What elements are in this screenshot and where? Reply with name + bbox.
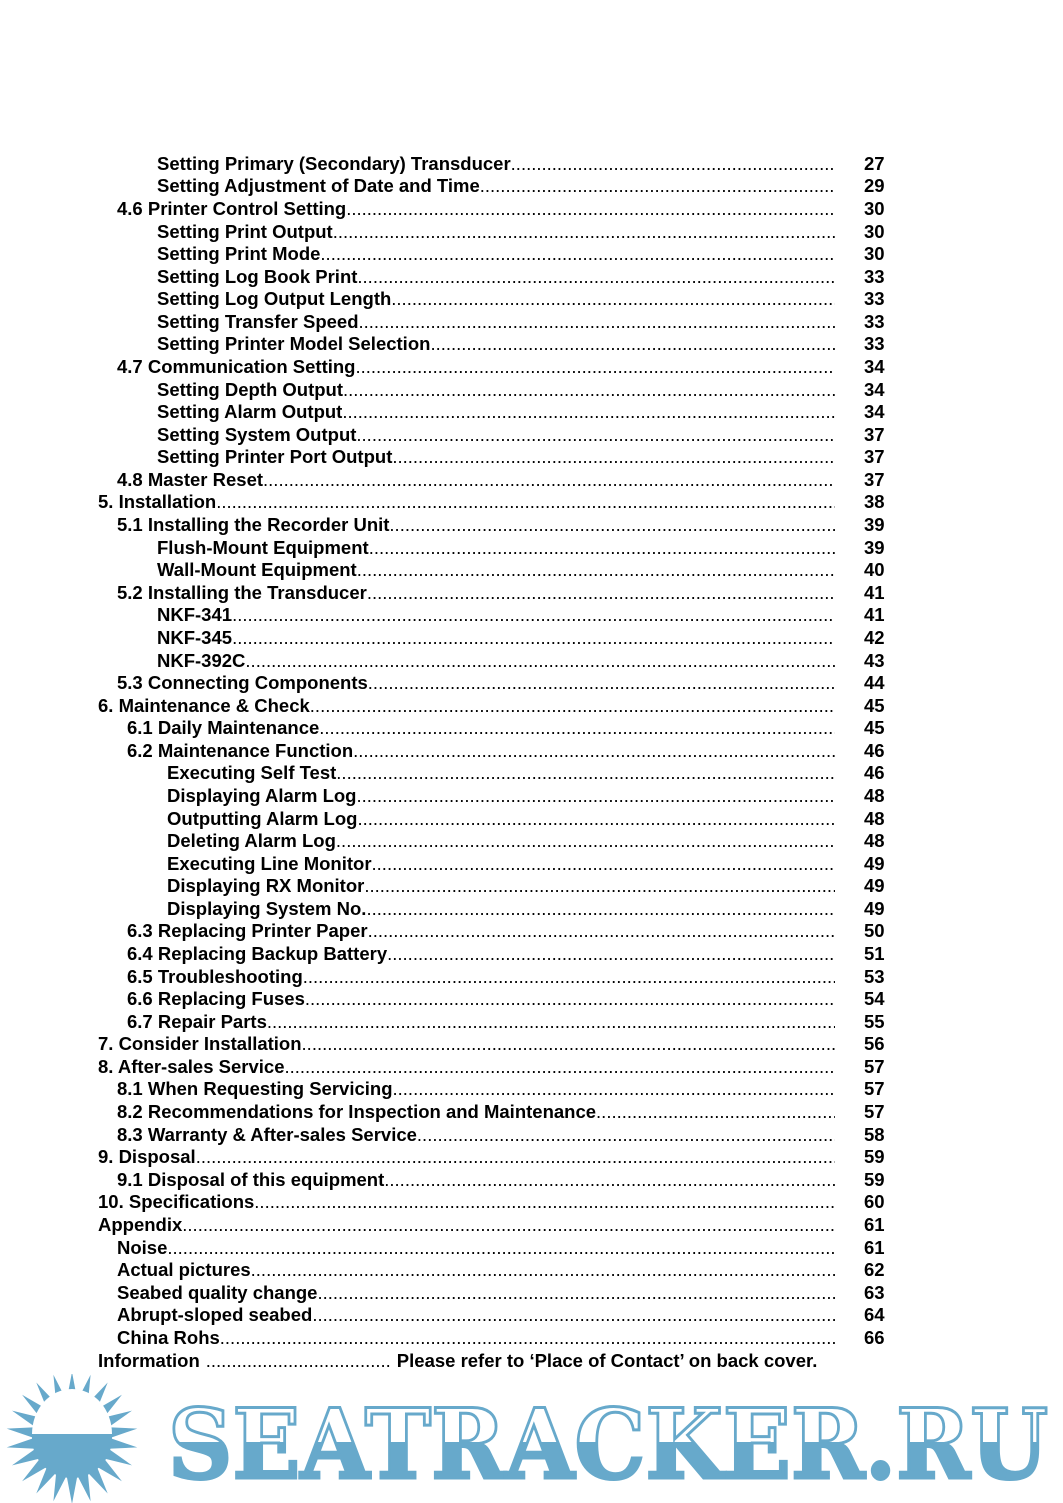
toc-entry	[0, 829, 1063, 852]
dot-leader	[310, 695, 835, 716]
toc-entry-title: NKF-341	[157, 604, 233, 626]
toc-entry	[0, 1145, 1063, 1168]
toc-entry-title: 6.7 Repair Parts	[127, 1010, 267, 1032]
toc-entry	[0, 333, 1063, 356]
dot-leader	[511, 153, 835, 174]
toc-entry-title: Appendix	[98, 1213, 183, 1235]
dot-leader	[254, 1191, 835, 1212]
dot-leader	[430, 333, 835, 354]
dot-leader	[232, 604, 835, 625]
toc-entry-title: 6.1 Daily Maintenance	[127, 717, 320, 739]
dot-leader	[392, 446, 835, 467]
toc-entry-page: 33	[864, 310, 885, 332]
toc-entry-page: 61	[864, 1213, 885, 1235]
toc-entry-title: Displaying Alarm Log	[167, 784, 357, 806]
toc-entry	[0, 1168, 1063, 1191]
toc-entry-page: 30	[864, 197, 885, 219]
toc-entry-page: 48	[864, 830, 885, 852]
toc-entry-title: Setting Transfer Speed	[157, 310, 359, 332]
dot-leader	[302, 1033, 835, 1054]
toc-entry-page: 60	[864, 1191, 885, 1213]
toc-entry	[0, 581, 1063, 604]
dot-leader	[216, 491, 835, 512]
dot-leader	[343, 379, 835, 400]
dot-leader	[182, 1214, 835, 1235]
toc-entry	[0, 400, 1063, 423]
toc-entry-page: 34	[864, 378, 885, 400]
toc-entry-page: 29	[864, 175, 885, 197]
toc-entry-page: 64	[864, 1304, 885, 1326]
sun-icon	[7, 1374, 138, 1503]
toc-entry-title: 5. Installation	[98, 491, 217, 513]
dot-leader	[372, 853, 835, 874]
toc-entry-page: 42	[864, 626, 885, 648]
dot-leader	[356, 424, 835, 445]
information-note: Please refer to ‘Place of Contact’ on back cover.	[396, 1350, 818, 1371]
toc-entry-title: Noise	[117, 1236, 168, 1258]
toc-entry-page: 30	[864, 243, 885, 265]
toc-entry-title: 6.3 Replacing Printer Paper	[127, 920, 368, 942]
dot-leader	[336, 830, 835, 851]
dot-leader	[312, 1304, 835, 1325]
dot-leader	[355, 356, 835, 377]
information-title: Information	[98, 1350, 200, 1371]
toc-entry-page: 33	[864, 265, 885, 287]
dot-leader	[391, 288, 835, 309]
toc-entry-page: 46	[864, 762, 885, 784]
dot-leader	[303, 966, 835, 987]
dot-leader	[366, 898, 835, 919]
toc-entry	[0, 626, 1063, 649]
toc-entry	[0, 987, 1063, 1010]
watermark-text: SEATRACKER.RU	[168, 1388, 1048, 1501]
dot-leader	[596, 1101, 835, 1122]
toc-entry-title: Setting Log Book Print	[157, 265, 358, 287]
dot-leader	[393, 1078, 835, 1099]
toc-entry-title: 7. Consider Installation	[98, 1033, 302, 1055]
toc-entry	[0, 897, 1063, 920]
dot-leader	[368, 920, 835, 941]
dot-leader	[336, 762, 835, 783]
dot-leader	[389, 514, 835, 535]
dot-leader	[263, 469, 835, 490]
toc-entry-title: Setting Depth Output	[157, 378, 343, 400]
dot-leader	[369, 537, 835, 558]
watermark-logo	[0, 1374, 1063, 1503]
dot-leader	[333, 221, 835, 242]
toc-entry-title: 5.1 Installing the Recorder Unit	[117, 514, 390, 536]
toc-entry-title: 4.6 Printer Control Setting	[117, 197, 347, 219]
toc-entry-title: Setting Print Mode	[157, 243, 321, 265]
toc-entry	[0, 716, 1063, 739]
toc-entry	[0, 536, 1063, 559]
dot-leader	[167, 1237, 835, 1258]
toc-entry	[0, 1258, 1063, 1281]
toc-entry	[0, 649, 1063, 672]
toc-entry-page: 37	[864, 468, 885, 490]
toc-entry	[0, 807, 1063, 830]
toc-entry	[0, 852, 1063, 875]
dot-leader	[267, 1011, 835, 1032]
toc-entry-page: 57	[864, 1055, 885, 1077]
toc-entry	[0, 1078, 1063, 1101]
toc-entry	[0, 1191, 1063, 1214]
dot-leader	[367, 582, 835, 603]
toc-entry-page: 43	[864, 649, 885, 671]
dot-leader	[346, 198, 835, 219]
toc-entry-title: 8. After-sales Service	[98, 1055, 285, 1077]
dot-leader	[387, 943, 835, 964]
toc-entry-title: Setting Alarm Output	[157, 401, 343, 423]
toc-entry	[0, 355, 1063, 378]
toc-entry-page: 63	[864, 1281, 885, 1303]
toc-entry	[0, 942, 1063, 965]
dot-leader	[317, 1282, 835, 1303]
toc-entry-page: 27	[864, 152, 885, 174]
toc-entry-title: Setting System Output	[157, 423, 357, 445]
toc-entry	[0, 197, 1063, 220]
toc-entry	[0, 1303, 1063, 1326]
toc-entry-title: 4.8 Master Reset	[117, 468, 264, 490]
information-entry	[98, 1350, 817, 1371]
toc-entry-title: Setting Printer Model Selection	[157, 333, 431, 355]
toc-entry-title: 8.1 When Requesting Servicing	[117, 1078, 393, 1100]
toc-entry-page: 33	[864, 333, 885, 355]
toc-entry	[0, 468, 1063, 491]
dot-leader	[320, 243, 835, 264]
toc-entry-title: 8.2 Recommendations for Inspection and Maintenance	[117, 1101, 597, 1123]
toc-entry-title: NKF-392C	[157, 649, 246, 671]
dot-leader	[357, 808, 835, 829]
toc-entry-page: 44	[864, 672, 885, 694]
toc-entry-page: 57	[864, 1078, 885, 1100]
toc-entry-title: 6. Maintenance & Check	[98, 694, 310, 716]
toc-entry-page: 61	[864, 1236, 885, 1258]
table-of-contents	[0, 152, 1063, 1349]
toc-entry	[0, 378, 1063, 401]
toc-entry-title: Abrupt-sloped seabed	[117, 1304, 313, 1326]
toc-entry	[0, 965, 1063, 988]
dot-leader	[359, 311, 836, 332]
toc-entry-title: Setting Log Output Length	[157, 288, 392, 310]
toc-entry-page: 54	[864, 988, 885, 1010]
toc-entry-title: NKF-345	[157, 626, 233, 648]
toc-entry-title: 6.4 Replacing Backup Battery	[127, 943, 388, 965]
toc-entry-page: 59	[864, 1146, 885, 1168]
toc-entry-page: 49	[864, 875, 885, 897]
dot-leader	[284, 1056, 835, 1077]
dot-leader	[342, 401, 835, 422]
toc-entry-title: Executing Line Monitor	[167, 852, 372, 874]
toc-entry-title: Setting Primary (Secondary) Transducer	[157, 152, 511, 174]
toc-entry	[0, 1055, 1063, 1078]
toc-entry	[0, 1033, 1063, 1056]
toc-entry-title: Outputting Alarm Log	[167, 807, 358, 829]
toc-entry-title: 6.5 Troubleshooting	[127, 965, 303, 987]
toc-entry-page: 40	[864, 559, 885, 581]
toc-entry-title: Displaying System No.	[167, 897, 367, 919]
toc-entry-page: 37	[864, 446, 885, 468]
dot-leader	[356, 785, 835, 806]
toc-entry-page: 33	[864, 288, 885, 310]
dot-leader	[220, 1327, 835, 1348]
toc-entry-title: 5.3 Connecting Components	[117, 672, 368, 694]
dot-leader	[357, 559, 835, 580]
dot-leader	[232, 627, 835, 648]
dot-leader	[364, 875, 835, 896]
toc-entry	[0, 310, 1063, 333]
toc-entry-title: Seabed quality change	[117, 1281, 318, 1303]
toc-entry	[0, 784, 1063, 807]
toc-entry-title: 9.1 Disposal of this equipment	[117, 1168, 385, 1190]
toc-entry	[0, 423, 1063, 446]
toc-entry	[0, 1100, 1063, 1123]
toc-entry-title: 6.2 Maintenance Function	[127, 739, 354, 761]
toc-entry-title: Flush-Mount Equipment	[157, 536, 369, 558]
toc-entry	[0, 265, 1063, 288]
toc-entry-title: Displaying RX Monitor	[167, 875, 365, 897]
dot-leader	[245, 650, 835, 671]
toc-entry-page: 48	[864, 807, 885, 829]
toc-entry-title: 5.2 Installing the Transducer	[117, 581, 367, 603]
toc-entry-page: 50	[864, 920, 885, 942]
toc-entry	[0, 1281, 1063, 1304]
toc-entry-title: Setting Adjustment of Date and Time	[157, 175, 480, 197]
dot-leader	[357, 266, 835, 287]
toc-entry-title: Deleting Alarm Log	[167, 830, 336, 852]
toc-entry-page: 45	[864, 717, 885, 739]
toc-entry-title: 10. Specifications	[98, 1191, 255, 1213]
toc-entry-page: 66	[864, 1326, 885, 1348]
toc-entry-page: 34	[864, 355, 885, 377]
dot-leader	[319, 717, 835, 738]
toc-entry	[0, 558, 1063, 581]
toc-entry-page: 46	[864, 739, 885, 761]
toc-entry-page: 53	[864, 965, 885, 987]
toc-entry-page: 51	[864, 943, 885, 965]
toc-entry-page: 55	[864, 1010, 885, 1032]
dot-leader	[353, 740, 835, 761]
toc-entry-title: 8.3 Warranty & After-sales Service	[117, 1123, 417, 1145]
toc-entry	[0, 1326, 1063, 1349]
dot-leader	[417, 1124, 835, 1145]
toc-entry	[0, 446, 1063, 469]
toc-entry-title: Setting Print Output	[157, 220, 333, 242]
toc-entry	[0, 287, 1063, 310]
toc-entry-title: Executing Self Test	[167, 762, 337, 784]
dot-leader	[368, 672, 835, 693]
toc-entry-title: Wall-Mount Equipment	[157, 559, 357, 581]
toc-entry	[0, 1123, 1063, 1146]
dot-leader: ....................................	[205, 1350, 391, 1371]
toc-entry	[0, 671, 1063, 694]
toc-entry-page: 37	[864, 423, 885, 445]
dot-leader	[480, 175, 835, 196]
toc-entry-page: 58	[864, 1123, 885, 1145]
toc-entry-page: 34	[864, 401, 885, 423]
toc-entry-title: China Rohs	[117, 1326, 220, 1348]
toc-entry-page: 45	[864, 694, 885, 716]
toc-entry	[0, 739, 1063, 762]
toc-entry-page: 38	[864, 491, 885, 513]
toc-entry-title: Actual pictures	[117, 1259, 251, 1281]
toc-entry-title: 4.7 Communication Setting	[117, 355, 356, 377]
toc-entry	[0, 175, 1063, 198]
toc-entry-title: 6.6 Replacing Fuses	[127, 988, 305, 1010]
toc-entry	[0, 152, 1063, 175]
toc-entry-page: 49	[864, 897, 885, 919]
toc-entry	[0, 491, 1063, 514]
toc-entry	[0, 875, 1063, 898]
toc-entry	[0, 1213, 1063, 1236]
toc-entry-page: 39	[864, 536, 885, 558]
toc-entry-page: 39	[864, 514, 885, 536]
dot-leader	[251, 1259, 835, 1280]
toc-entry	[0, 1236, 1063, 1259]
toc-entry	[0, 513, 1063, 536]
toc-entry-page: 30	[864, 220, 885, 242]
toc-entry-page: 48	[864, 784, 885, 806]
dot-leader	[384, 1169, 835, 1190]
toc-entry-page: 49	[864, 852, 885, 874]
dot-leader	[196, 1146, 835, 1167]
toc-entry	[0, 920, 1063, 943]
toc-entry-page: 62	[864, 1259, 885, 1281]
toc-entry-page: 56	[864, 1033, 885, 1055]
toc-entry-page: 57	[864, 1101, 885, 1123]
toc-entry	[0, 694, 1063, 717]
toc-entry	[0, 220, 1063, 243]
toc-entry	[0, 762, 1063, 785]
toc-entry	[0, 242, 1063, 265]
toc-entry-title: Setting Printer Port Output	[157, 446, 393, 468]
toc-entry-page: 41	[864, 604, 885, 626]
toc-entry-page: 59	[864, 1168, 885, 1190]
toc-entry	[0, 1010, 1063, 1033]
toc-entry	[0, 604, 1063, 627]
dot-leader	[305, 988, 835, 1009]
toc-entry-page: 41	[864, 581, 885, 603]
toc-entry-title: 9. Disposal	[98, 1146, 196, 1168]
